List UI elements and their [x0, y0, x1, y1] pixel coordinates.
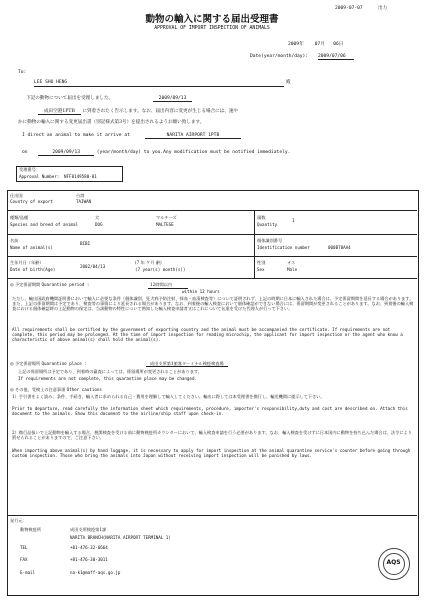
sex-label-en: Sex: [257, 267, 265, 272]
title-japanese: 動物の輸入に関する届出受理書: [145, 14, 279, 25]
quarantine-place-note-jp: 上記の係留場所は予定であり、到着時の審査によっては、係留場所が変更されることがあります。: [18, 369, 202, 374]
species-value-en: DOG: [95, 222, 103, 227]
country-value-jp: 台湾: [76, 193, 85, 198]
issuer-office-en: NARITA BRANCH(NARITA AIRPORT TERMINAL 1): [70, 535, 171, 540]
breed-value-en: MALTESE: [156, 222, 174, 227]
breed-value-jp: マルチーズ: [156, 215, 177, 220]
title-english: APPROVAL OF IMPORT INSPECTION OF ANIMALS: [154, 26, 270, 31]
sex-label-jp: 性別: [257, 260, 266, 265]
animal-name: BIBI: [80, 241, 91, 246]
quantity-label-jp: 頭数: [257, 215, 266, 220]
birth-label-en: Date of birth(Age): [10, 267, 56, 272]
recipient-honorific: 殿: [286, 80, 291, 85]
email-value: na-k1@maff-aqs.go.jp: [70, 570, 121, 575]
main-details-box: [7, 190, 419, 596]
print-label: 出力: [378, 6, 388, 11]
name-label-en: Name of animal(s): [10, 245, 53, 250]
recipient-name: LEE SHU HENG: [34, 80, 68, 85]
ident-label-jp: 個体識別番号: [257, 238, 283, 243]
quarantine-period-heading: ◎ 予定係留期間 Quarantine period :: [10, 282, 90, 287]
country-value-en: TAIWAN: [76, 199, 92, 204]
aqs-seal-text: AQS: [386, 559, 401, 566]
intro-line-5: on 2009/09/13 (year/month/day) to you.Any modification must be notified immediately.: [22, 150, 291, 155]
caution-1-en: Prior to departure, read carefully the information sheet which requirements, procedure, importer's responsibility,duty and cost are described on. Attach this document to the animals. Show this document to the airline/ship staff upon check-in.: [12, 406, 408, 416]
issue-date-label: Date(year/month/day):: [250, 54, 309, 59]
sex-value-jp: オス: [287, 260, 296, 265]
country-label-en: Country of export: [10, 199, 53, 204]
issuer-office-label: 動物検疫所: [20, 527, 41, 532]
cautions-heading: ◎ その他、受検上の注意事項 Other cautions: [10, 387, 102, 392]
email-label: E-mail: [20, 570, 36, 575]
caution-2-en: When importing above animal(s) by hand luggage, it is necessary to apply for import inspection at the animal quarantine service's counter before going through custom inspection. Those who bring the animals into Japan without receiving import inspection will be punished by laws.: [12, 448, 411, 458]
fax-value: +81-476-30-3011: [70, 557, 108, 562]
quarantine-period-note-en: All requirements shall be certified by the government of exporting country and the animal must be accompanied the certificate. If requirements are not complete, this period may be prolonged. At the time of import inspection for reading microchip, the applicant for import inspection or the agent who know a characteristic of above animal(s) shall hold the animal(s).: [12, 327, 403, 342]
sex-value-en: Male: [287, 267, 298, 272]
birth-label-jp: 生年月日（年齢）: [10, 260, 44, 265]
print-date: 2009-07-07: [335, 6, 363, 11]
quantity-label-en: Quantity: [257, 222, 278, 227]
issue-date-jp: 2009年 07月 06日: [288, 42, 344, 47]
quarantine-period-value-en: within 12 hours: [182, 289, 220, 294]
birth-date: 2002/04/13: [80, 264, 106, 269]
issuer-heading: 発行元：: [10, 518, 27, 523]
tel-label: TEL: [20, 545, 28, 550]
age-en: (7 year(s) month(s)): [135, 267, 186, 272]
issuer-office-jp: 成田支所検疫第1課: [70, 527, 107, 532]
quarantine-period-note-jp: ただし、輸出国政府機関証明書において輸入に必要な条件（個体識別、狂犬病予防注射、採血・血清検査等）について証明されず、上記の時期に日本に輸入された場合は、予定係留期間を延長する場合があります。また、上記の係留期間は予定であり、検査等の事情により延長される場合があります。なお、到着後の輸入検査において個体確認ができない場合には、係留期間が変更されることがあります。なお、到着後の輸入検査における個体確認時の上記動物の保定は、当該動物の特性について熟知した輸入検査申請者又はこれについて伝達を受けた代理人が行って下さい。: [12, 296, 414, 311]
caution-1-jp: 1）手引書をよく読み、条件、手続き、輸入者に求められる自己・費用を理解して輸入してください。輸出に際しては本受理書を携行し、輸送機関に提示して下さい。: [12, 394, 325, 399]
species-value-jp: 犬: [95, 215, 100, 220]
intro-line-3: かに動物の輸入に関する変更届出書（別記様式第3号）を提出されるようお願い致します。: [18, 120, 205, 125]
approval-label-en: Approval Number:: [19, 174, 60, 179]
ident-value: 000B78AA4: [328, 245, 351, 250]
quarantine-place-note-en: If requirements are not complete, this quarantine place may be changed.: [18, 376, 197, 381]
country-label-jp: 仕出国: [10, 193, 23, 198]
species-label-jp: 種類/品種: [10, 215, 29, 220]
ident-label-en: Identification number: [257, 245, 310, 250]
issue-date-value: 2009/07/06: [318, 54, 354, 60]
approval-number: NFF0149580-01: [64, 174, 97, 179]
quarantine-period-value-jp: 12時間以内: [150, 282, 173, 287]
bullet-icon: ◎: [10, 387, 14, 392]
quarantine-place-heading: ◎ 予定係留場所 Quarantine place :: [10, 361, 87, 366]
quarantine-place-value: 成田支所第1旅客ターミナル検疫検査場: [146, 361, 228, 367]
quantity-value: 1: [292, 218, 295, 223]
fax-label: FAX: [20, 557, 28, 562]
age-jp: (7 年 ケ月 齢): [135, 260, 162, 265]
tel-value: +81-476-32-6664: [70, 545, 108, 550]
species-label-en: Species and breed of animal: [10, 222, 79, 227]
bullet-icon: ◎: [10, 361, 14, 366]
intro-line-4: I direct an animal to make it arrive at NARITA AIRPORT 1PTB: [22, 133, 241, 138]
intro-line-1: 下記の動物について届出を受理しました。 2009/09/13: [26, 96, 192, 101]
to-label: To:: [18, 70, 27, 75]
caution-2-jp: 2）携行品扱いで上記動物を輸入する場合、税関検査を受ける前に動物検疫所カウンターにおいて、輸入検査申請を行う必要があります。なお、輸入検査を受けずに日本国内に動物を持ち込んだ場合は、法令により罰せられることがありますので、ご注意下さい。: [12, 430, 412, 440]
intro-line-2: 成田空港1PTB に到着されたく告示します。なお、届出内容に変更が生じる場合には、速や: [18, 109, 238, 114]
name-label-jp: 名前: [10, 238, 19, 243]
approval-label-jp: 受理番号：: [19, 167, 40, 172]
bullet-icon: ◎: [10, 282, 14, 287]
